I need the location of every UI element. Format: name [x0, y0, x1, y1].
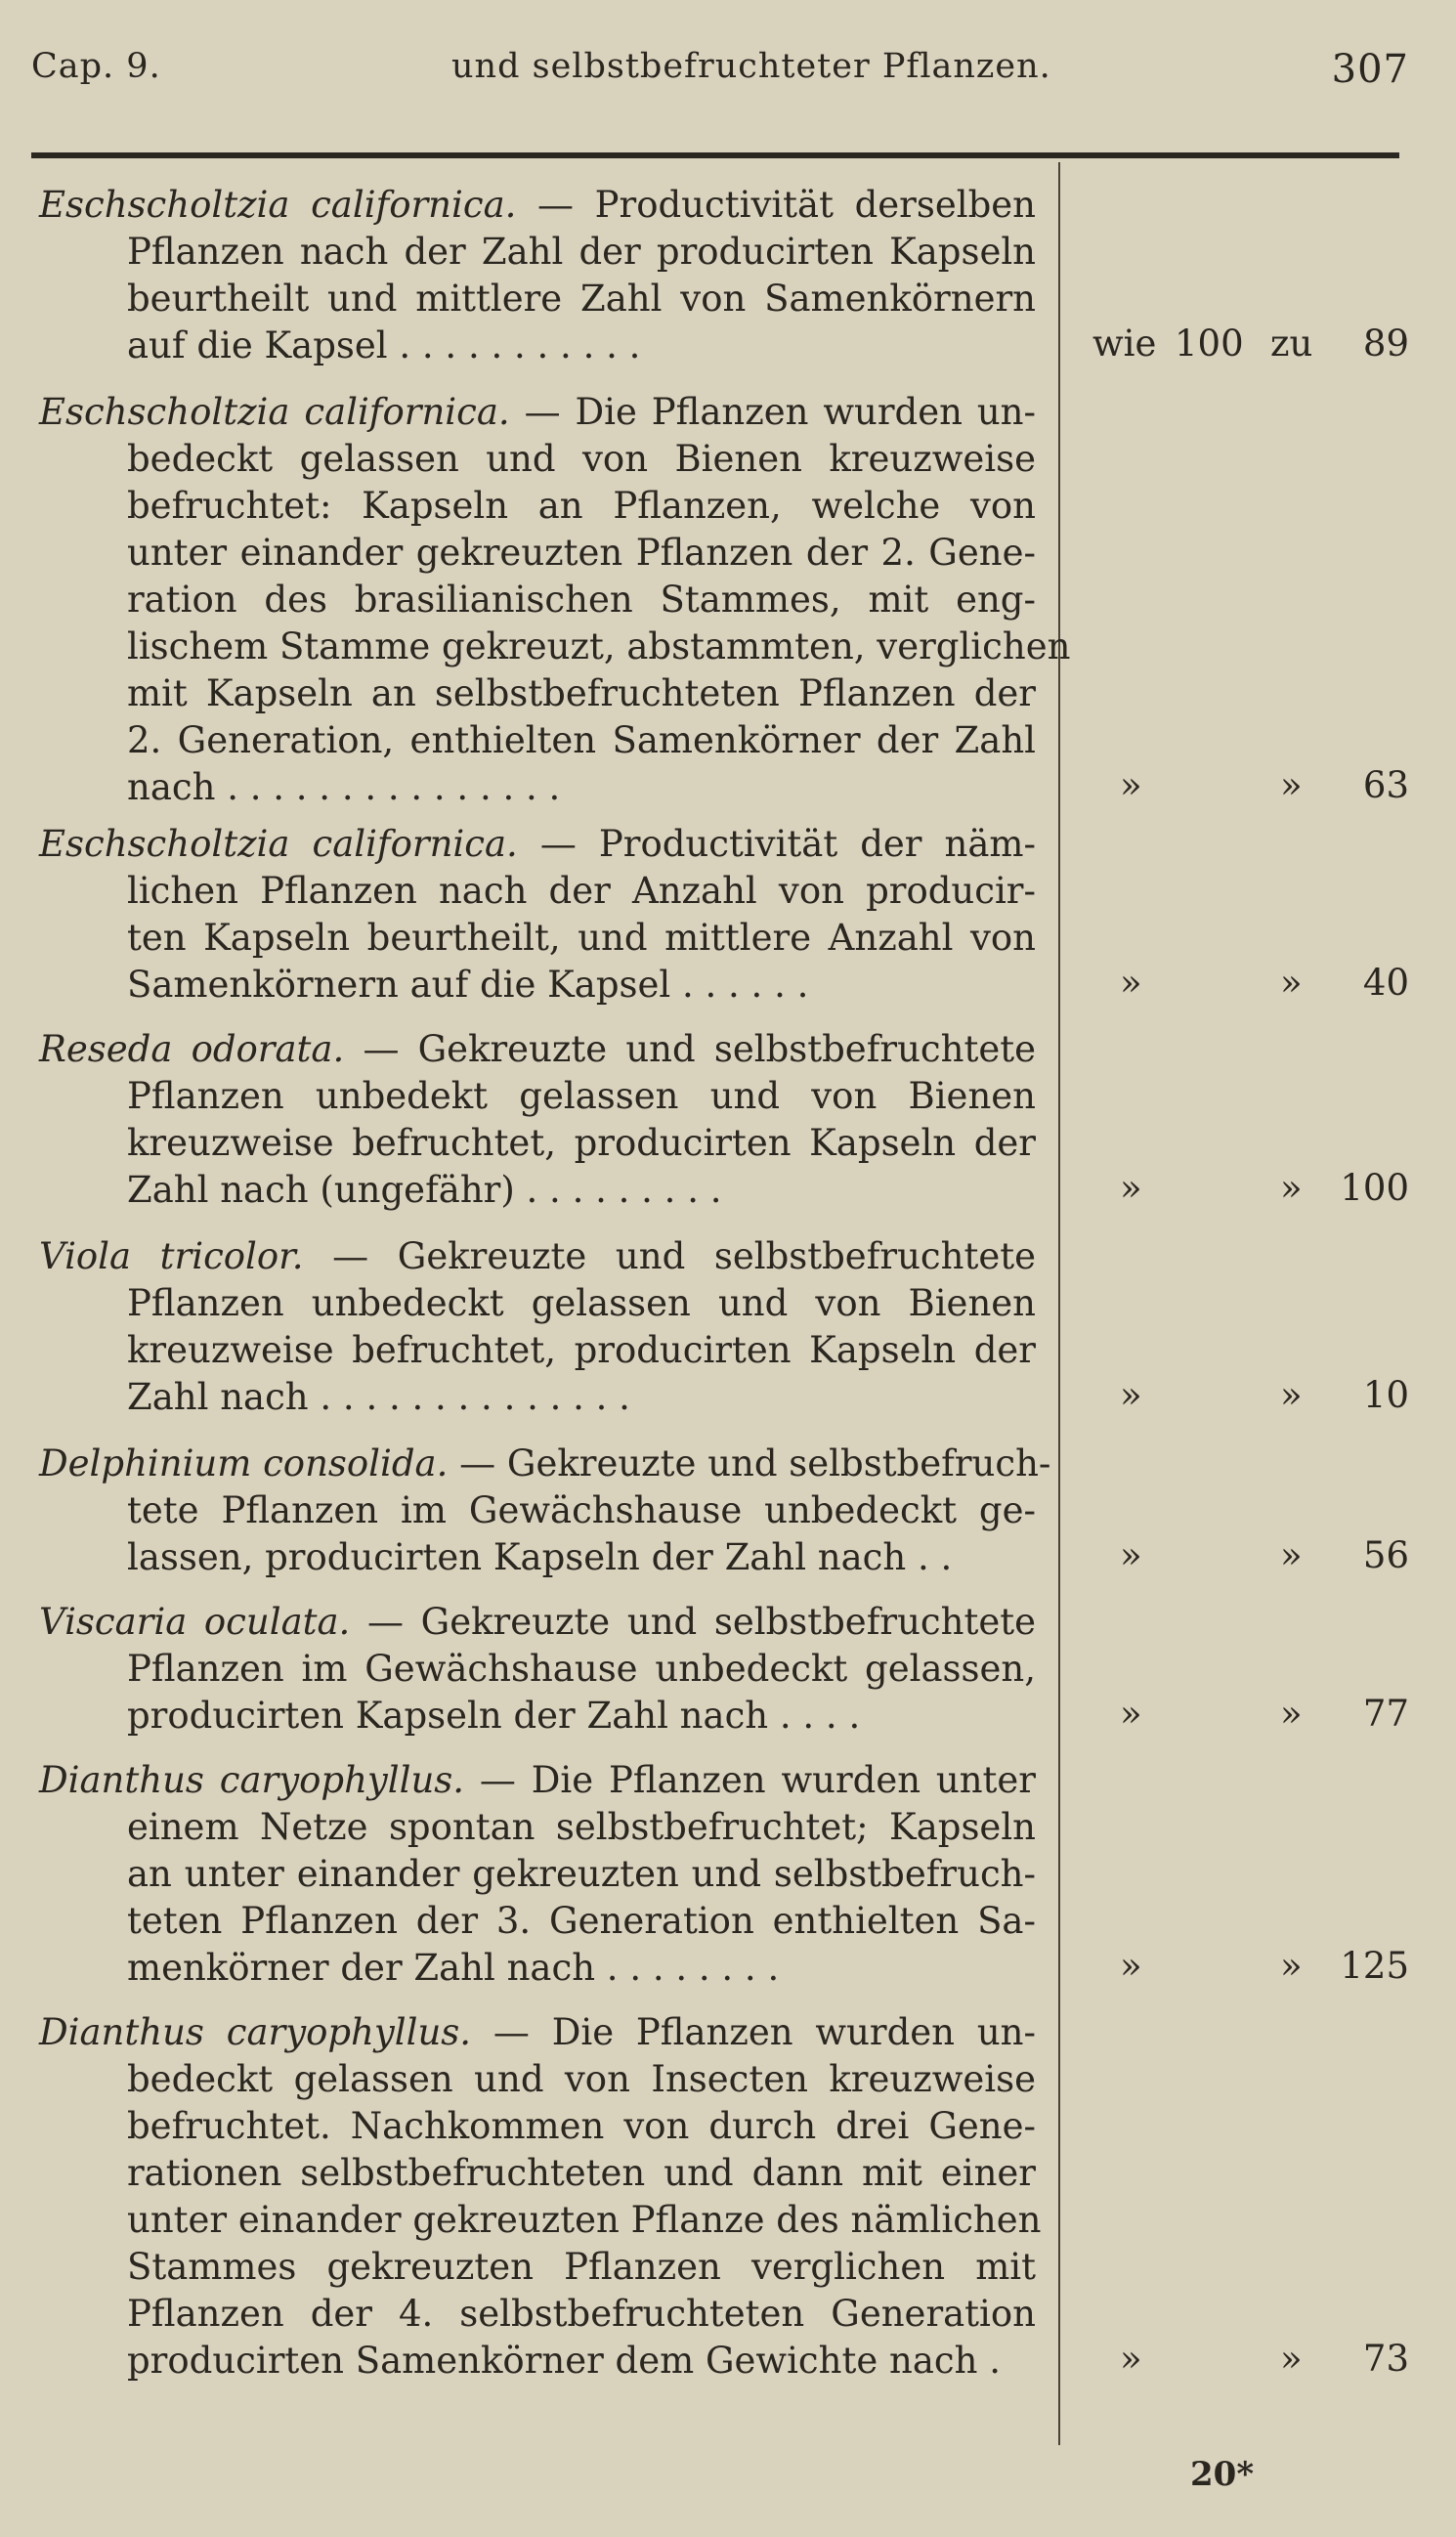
- entry-line: [39, 915, 1036, 962]
- header-rule: [31, 152, 1399, 158]
- entry-text: — Die Pflanzen wurden un-: [524, 391, 1037, 433]
- entry-line: [39, 868, 1036, 915]
- entry-line: [39, 670, 1036, 717]
- entry-line: [39, 1120, 1036, 1167]
- entry-text: — Gekreuzte und selbstbefruch-: [459, 1442, 1051, 1484]
- ratio-value: [1085, 962, 1417, 1009]
- species-name: Dianthus caryophyllus.: [39, 1759, 465, 1801]
- entry-text: — Gekreuzte und selbstbefruchtete: [363, 1028, 1037, 1070]
- entry-line: [39, 322, 1036, 369]
- table-entry: [39, 821, 1036, 1009]
- ditto-mark: »: [1280, 1693, 1303, 1735]
- entry-text: ration des brasilianischen Stammes, mit eng-: [127, 579, 1036, 621]
- table-entry: [39, 1026, 1036, 1214]
- entry-first-line: [39, 1233, 1036, 1280]
- table-entry: [39, 1599, 1036, 1740]
- species-name: Delphinium consolida.: [39, 1442, 449, 1484]
- entry-line: [39, 1280, 1036, 1327]
- entry-text: kreuzweise befruchtet, producirten Kapseln der: [127, 1122, 1036, 1164]
- entry-line: [39, 1898, 1036, 1945]
- ditto-mark: »: [1120, 1945, 1142, 1987]
- entry-line: [39, 764, 1036, 811]
- running-title: und selbstbefruchteter Pflanzen.: [451, 47, 1051, 86]
- entry-text: nach . . . . . . . . . . . . . . .: [127, 766, 561, 808]
- ditto-mark: »: [1280, 1534, 1303, 1576]
- ratio-number: 56: [1362, 1534, 1409, 1576]
- species-name: Eschscholtzia californica.: [39, 391, 510, 433]
- entry-text: mit Kapseln an selbstbefruchteten Pflanzen der: [127, 672, 1036, 714]
- ratio-number: 89: [1362, 322, 1409, 365]
- entry-first-line: [39, 389, 1036, 436]
- entry-text: producirten Kapseln der Zahl nach . . . .: [127, 1695, 861, 1737]
- entry-line: [39, 2056, 1036, 2103]
- ratio-value: [1085, 2338, 1417, 2385]
- entry-text: befruchtet: Kapseln an Pflanzen, welche von: [127, 485, 1036, 527]
- ratio-prefix: wie: [1092, 322, 1157, 365]
- entry-text: Samenkörnern auf die Kapsel . . . . . .: [127, 964, 809, 1006]
- entry-text: tete Pflanzen im Gewächshause unbedeckt ge-: [127, 1489, 1036, 1531]
- ratio-value: [1085, 322, 1417, 369]
- entry-line: [39, 1851, 1036, 1898]
- entry-line: [39, 2338, 1036, 2385]
- ditto-mark: »: [1120, 1693, 1142, 1735]
- ratio-value: [1085, 1374, 1417, 1421]
- entry-text: lichen Pflanzen nach der Anzahl von producir-: [127, 870, 1036, 912]
- entry-first-line: [39, 1026, 1036, 1073]
- table-entry: [39, 389, 1071, 811]
- ratio-number: 40: [1362, 962, 1409, 1004]
- ditto-mark: »: [1120, 1167, 1142, 1209]
- chapter-label: Cap. 9.: [31, 47, 161, 86]
- ditto-mark: »: [1280, 962, 1303, 1004]
- entry-text: 2. Generation, enthielten Samenkörner der Zahl: [127, 719, 1036, 761]
- entry-line: [39, 2103, 1036, 2150]
- entry-line: [39, 2150, 1036, 2197]
- running-header: [31, 47, 1409, 106]
- entry-text: kreuzweise befruchtet, producirten Kapseln der: [127, 1329, 1036, 1371]
- ratio-base: 100: [1175, 322, 1244, 365]
- entry-text: — Productivität der näm-: [539, 823, 1036, 865]
- ratio-number: 63: [1362, 764, 1409, 806]
- entry-first-line: [39, 1599, 1036, 1646]
- entry-text: Pflanzen im Gewächshause unbedeckt gelassen,: [127, 1648, 1036, 1690]
- entry-text: Pflanzen nach der Zahl der producirten Kapseln: [127, 231, 1036, 273]
- ditto-mark: »: [1120, 1534, 1142, 1576]
- species-name: Reseda odorata.: [39, 1028, 345, 1070]
- entry-text: Pflanzen der 4. selbstbefruchteten Generation: [127, 2293, 1036, 2335]
- entry-line: [39, 1327, 1036, 1374]
- ditto-mark: »: [1120, 962, 1142, 1004]
- entry-line: [39, 276, 1036, 322]
- page-number: 307: [1331, 47, 1409, 92]
- table-entry: [39, 1233, 1036, 1421]
- ratio-value: [1085, 764, 1417, 811]
- entry-text: lassen, producirten Kapseln der Zahl nach . .: [127, 1536, 953, 1578]
- entry-text: auf die Kapsel . . . . . . . . . . .: [127, 324, 641, 366]
- ratio-value: [1085, 1534, 1417, 1581]
- ditto-mark: »: [1280, 1167, 1303, 1209]
- entry-first-line: [39, 1440, 1051, 1487]
- entry-first-line: [39, 2009, 1036, 2056]
- entry-line: [39, 577, 1036, 624]
- entry-text: — Die Pflanzen wurden unter: [479, 1759, 1036, 1801]
- entry-line: [39, 530, 1036, 577]
- entry-text: unter einander gekreuzten Pflanze des nämlichen: [127, 2199, 1042, 2241]
- species-name: Viscaria oculata.: [39, 1601, 351, 1643]
- entry-line: [39, 483, 1036, 530]
- ditto-mark: »: [1120, 1374, 1142, 1416]
- species-name: Viola tricolor.: [39, 1235, 304, 1277]
- entry-line: [39, 229, 1036, 276]
- entry-first-line: [39, 182, 1036, 229]
- entry-line: [39, 1073, 1036, 1120]
- entry-text: lischem Stamme gekreuzt, abstammten, verglichen: [127, 625, 1071, 667]
- entry-text: — Productivität derselben: [537, 184, 1036, 226]
- entry-line: [39, 2197, 1042, 2244]
- entry-line: [39, 1693, 1036, 1740]
- entry-text: menkörner der Zahl nach . . . . . . . .: [127, 1947, 780, 1989]
- entry-text: rationen selbstbefruchteten und dann mit einer: [127, 2152, 1036, 2194]
- entry-line: [39, 2244, 1036, 2291]
- entry-text: — Die Pflanzen wurden un-: [492, 2011, 1036, 2053]
- entry-line: [39, 1534, 1036, 1581]
- entry-line: [39, 1374, 1036, 1421]
- entry-text: Pflanzen unbedeckt gelassen und von Bienen: [127, 1282, 1036, 1324]
- table-entry: [39, 182, 1036, 369]
- ditto-mark: »: [1280, 764, 1303, 806]
- entry-text: unter einander gekreuzten Pflanzen der 2. Gene-: [127, 532, 1036, 574]
- ratio-word: zu: [1270, 322, 1313, 365]
- entry-first-line: [39, 821, 1036, 868]
- entry-line: [39, 717, 1036, 764]
- species-name: Eschscholtzia californica.: [39, 823, 518, 865]
- entry-line: [39, 1945, 1036, 1992]
- entry-text: bedeckt gelassen und von Insecten kreuzweise: [127, 2058, 1036, 2100]
- entry-line: [39, 624, 1071, 670]
- column-divider: [1058, 162, 1060, 2445]
- ratio-value: [1085, 1693, 1417, 1740]
- ditto-mark: »: [1120, 764, 1142, 806]
- table-entry: [39, 1757, 1036, 1992]
- entry-line: [39, 2291, 1036, 2338]
- entry-text: bedeckt gelassen und von Bienen kreuzweise: [127, 438, 1036, 480]
- entry-text: Zahl nach (ungefähr) . . . . . . . . .: [127, 1169, 722, 1211]
- entry-line: [39, 962, 1036, 1009]
- ratio-value: [1085, 1167, 1417, 1214]
- ratio-number: 77: [1362, 1693, 1409, 1735]
- entry-line: [39, 1167, 1036, 1214]
- entry-line: [39, 436, 1036, 483]
- entry-text: teten Pflanzen der 3. Generation enthielten Sa-: [127, 1900, 1036, 1942]
- entry-text: Pflanzen unbedekt gelassen und von Bienen: [127, 1075, 1036, 1117]
- table-entry: [39, 2009, 1042, 2385]
- signature-mark: 20*: [1190, 2455, 1255, 2494]
- entry-text: — Gekreuzte und selbstbefruchtete: [332, 1235, 1037, 1277]
- entry-text: producirten Samenkörner dem Gewichte nach .: [127, 2340, 1001, 2382]
- ditto-mark: »: [1280, 1945, 1303, 1987]
- ditto-mark: »: [1280, 1374, 1303, 1416]
- entry-text: beurtheilt und mittlere Zahl von Samenkörnern: [127, 278, 1036, 320]
- entry-line: [39, 1487, 1036, 1534]
- ratio-number: 100: [1340, 1167, 1409, 1209]
- ratio-value: [1085, 1945, 1417, 1992]
- ditto-mark: »: [1280, 2338, 1303, 2380]
- entry-line: [39, 1646, 1036, 1693]
- entry-text: an unter einander gekreuzten und selbstbefruch-: [127, 1853, 1036, 1895]
- entry-text: Zahl nach . . . . . . . . . . . . . .: [127, 1376, 630, 1418]
- entry-text: ten Kapseln beurtheilt, und mittlere Anzahl von: [127, 917, 1036, 959]
- ratio-number: 10: [1362, 1374, 1409, 1416]
- ratio-number: 125: [1340, 1945, 1409, 1987]
- entry-text: — Gekreuzte und selbstbefruchtete: [367, 1601, 1036, 1643]
- entry-text: einem Netze spontan selbstbefruchtet; Kapseln: [127, 1806, 1036, 1848]
- ditto-mark: »: [1120, 2338, 1142, 2380]
- entry-first-line: [39, 1757, 1036, 1804]
- entry-text: befruchtet. Nachkommen von durch drei Gene-: [127, 2105, 1036, 2147]
- entry-line: [39, 1804, 1036, 1851]
- species-name: Dianthus caryophyllus.: [39, 2011, 472, 2053]
- species-name: Eschscholtzia californica.: [39, 184, 517, 226]
- entry-text: Stammes gekreuzten Pflanzen verglichen mit: [127, 2246, 1036, 2288]
- ratio-number: 73: [1362, 2338, 1409, 2380]
- table-entry: [39, 1440, 1051, 1581]
